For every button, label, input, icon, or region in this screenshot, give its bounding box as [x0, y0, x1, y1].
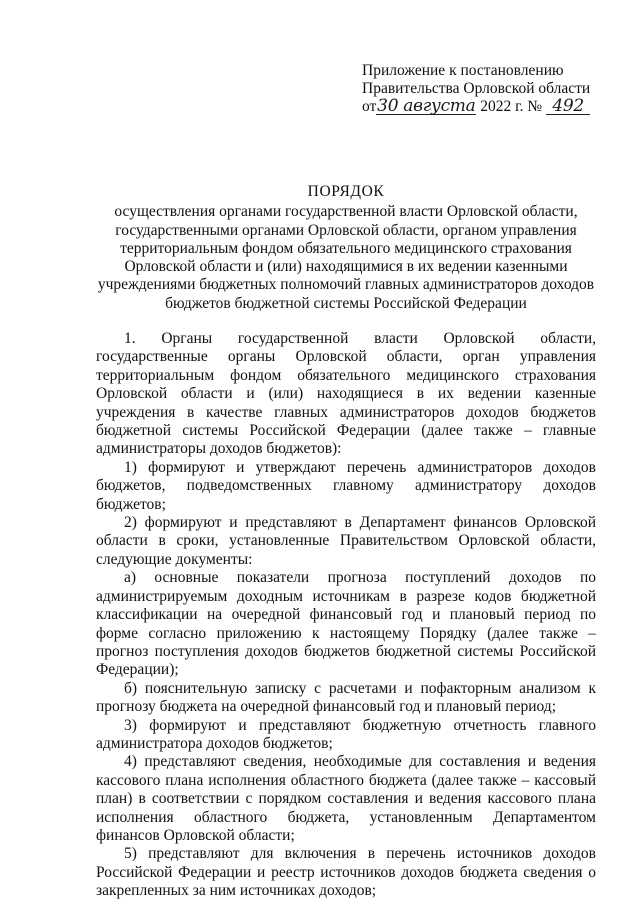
- date-suffix: 2022 г. №: [480, 98, 543, 115]
- paragraph-1-4: 4) представляют сведения, необходимые для составления и ведения кассового плана исполнения областного бюджета (далее также – кассовый план) в соответствии с порядком составления и ведения кассового плана исполнения областного бюджета, установленным Департаментом финансов Орловской области;: [96, 753, 596, 844]
- paragraph-1-2: 2) формируют и представляют в Департамент финансов Орловской области в сроки, установленные Правительством Орловской области, следующие документы:: [96, 514, 596, 568]
- paragraph-1-1: 1) формируют и утверждают перечень администраторов доходов бюджетов, подведомственных главному администратору доходов бюджетов;: [96, 458, 596, 513]
- title-line: Орловской области и (или) находящимися в их ведении казенными: [124, 258, 568, 276]
- title-line: территориальным фондом обязательного медицинского страхования: [120, 239, 572, 257]
- header-date-line: [362, 98, 612, 116]
- header-line-2: Правительства Орловской области: [362, 80, 591, 97]
- title-heading: ПОРЯДОК: [307, 183, 385, 200]
- paragraph-1-2-a: а) основные показатели прогноза поступлений доходов по администрируемым доходным источникам в разрезе кодов бюджетной классификации на очередной финансовый год и плановый период по форме согласно приложению к настоящему Порядку (далее также – прогноз поступления доходов бюджетов бюджетной системы Российской Федерации);: [96, 569, 596, 679]
- handwritten-number: 492: [552, 96, 584, 116]
- paragraph-1: 1. Органы государственной власти Орловской области, государственные органы Орловской области, орган управления территориальным фондом обязательного медицинского страхования Орловской области и (или) находящиеся в их ведении казенные учреждения в качестве главных администраторов доходов бюджетов бюджетной системы Российской Федерации (далее также – главные администраторы доходов бюджетов):: [96, 330, 596, 458]
- date-blank: [376, 96, 476, 116]
- paragraph-1-3: 3) формируют и представляют бюджетную отчетность главного администратора доходов бюджетов;: [96, 716, 596, 752]
- handwritten-date: 30 августа: [377, 96, 476, 116]
- date-prefix: от: [362, 98, 377, 115]
- paragraph-1-5: 5) представляют для включения в перечень источников доходов Российской Федерации и реестр источников доходов бюджета сведения о закрепленных за ним источниках доходов;: [96, 845, 596, 900]
- document-title: [96, 183, 596, 313]
- paragraph-1-2-b: б) пояснительную записку с расчетами и пофакторным анализом к прогнозу бюджета на очередной финансовый год и плановый период;: [96, 679, 596, 716]
- title-line: учреждениями бюджетных полномочий главных администраторов доходов: [97, 276, 595, 294]
- number-blank: [546, 96, 590, 116]
- title-line: бюджетов бюджетной системы Российской Федерации: [165, 294, 527, 312]
- title-line: осуществления органами государственной власти Орловской области,: [114, 203, 578, 221]
- approval-header: [362, 62, 612, 116]
- document-body: [96, 330, 596, 901]
- title-line: государственными органами Орловской области, органом управления: [115, 221, 577, 239]
- header-line-1: Приложение к постановлению: [362, 62, 564, 79]
